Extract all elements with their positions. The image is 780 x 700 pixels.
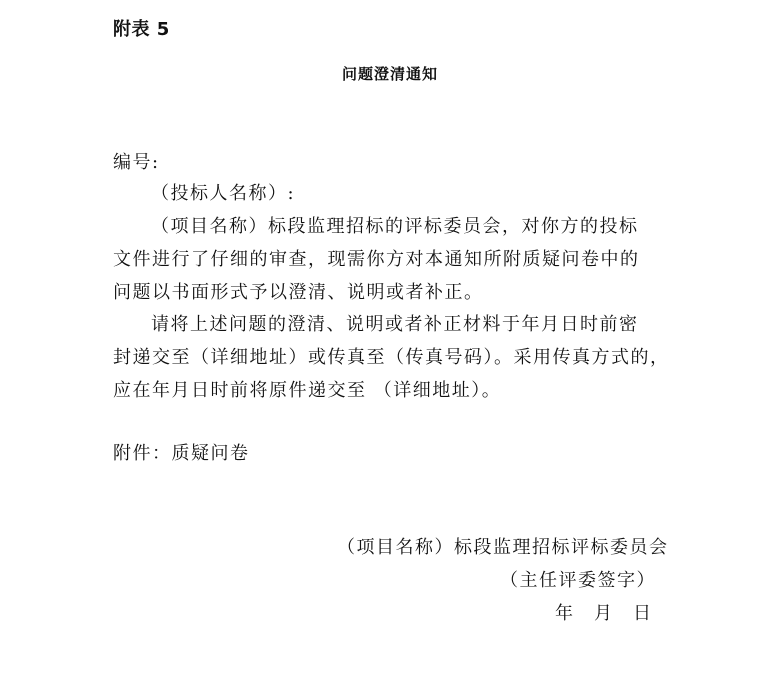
paragraph-2-line: 封递交至（详细地址）或传真至（传真号码）。采用传真方式的， (113, 347, 670, 368)
signature-date: 年 月 日 (555, 603, 653, 624)
paragraph-1-line: 文件进行了仔细的审查，现需你方对本通知所附质疑问卷中的 (113, 249, 640, 270)
chief-evaluator-signature: （主任评委签字） (500, 570, 656, 591)
paragraph-2-line: 请将上述问题的澄清、说明或者补正材料于年月日时前密 (151, 314, 639, 335)
notice-paragraph-1 (113, 210, 693, 309)
paragraph-1-line: 问题以书面形式予以澄清、说明或者补正。 (113, 282, 484, 303)
serial-number-text: 编号: (113, 152, 160, 173)
paragraph-2-line: 应在年月日时前将原件递交至 （详细地址）。 (113, 380, 502, 401)
notice-paragraph-2 (113, 308, 693, 407)
attachment-text: 附件：质疑问卷 (113, 443, 250, 464)
addressee-text: （投标人名称）: (151, 183, 296, 204)
serial-number-label (113, 146, 693, 179)
document-title: 问题澄清通知 (341, 65, 438, 83)
appendix-label: 附表 5 (113, 19, 170, 40)
attachment-note (113, 437, 693, 470)
committee-name: （项目名称）标段监理招标评标委员会 (337, 537, 669, 558)
addressee (113, 177, 693, 210)
paragraph-1-line: （项目名称）标段监理招标的评标委员会，对你方的投标 (151, 216, 639, 237)
